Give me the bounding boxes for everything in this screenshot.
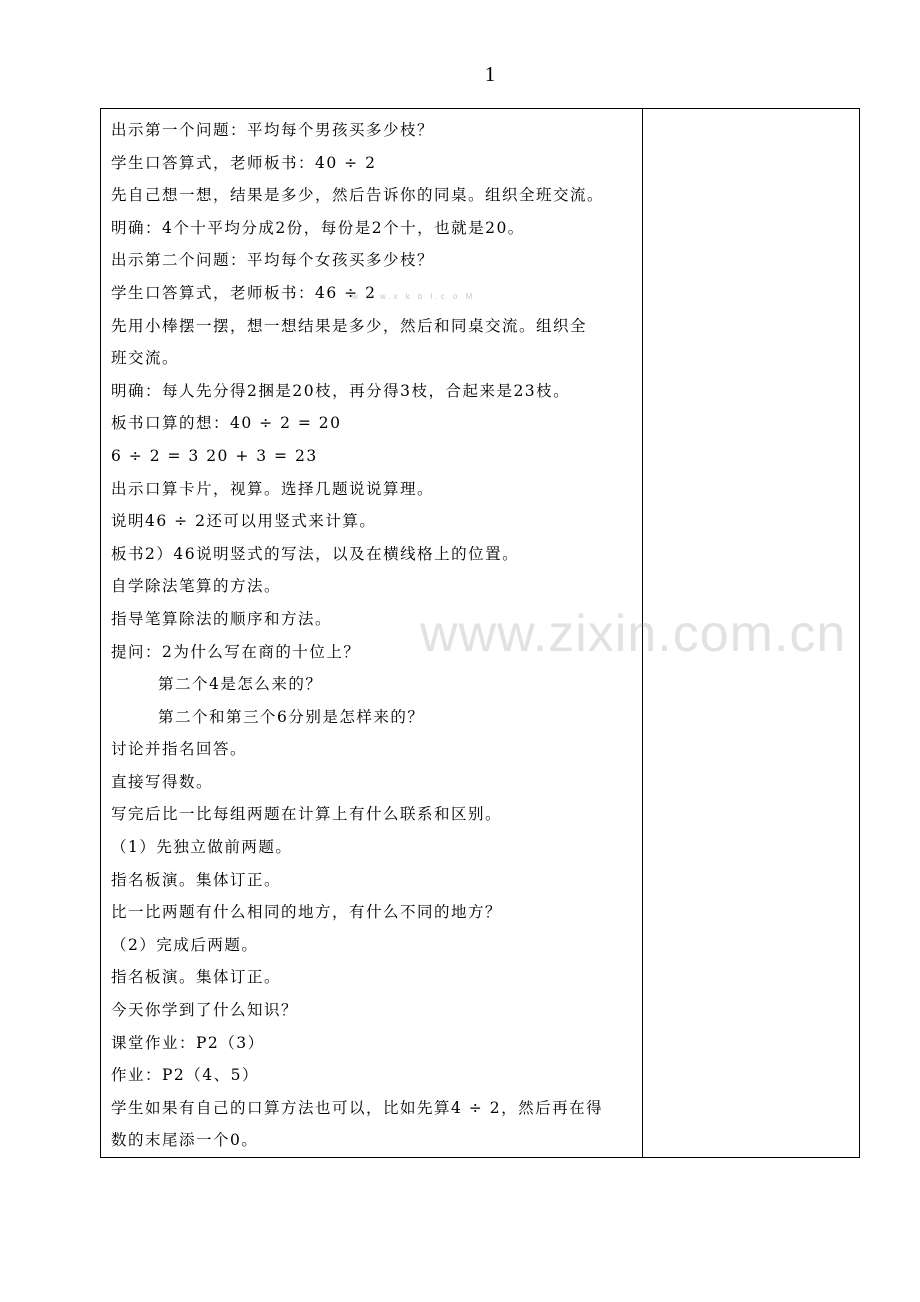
text-line: 出示口算卡片，视算。选择几题说说算理。 [111,479,435,498]
text-line: 数的末尾添一个0。 [111,1131,259,1150]
text-line: 学生如果有自己的口算方法也可以，比如先算4 ÷ 2，然后再在得 [111,1098,604,1117]
text-line: 出示第二个问题：平均每个女孩买多少枝？ [111,251,435,270]
text-line: 出示第一个问题：平均每个男孩买多少枝？ [111,121,435,139]
text-line: 板书口算的想：40 ÷ 2 = 20 [111,414,342,433]
text-line: 直接写得数。 [111,772,214,791]
text-line: 作业：P2（4、5） [111,1066,260,1085]
text-line: 指导笔算除法的顺序和方法。 [111,609,333,628]
text-line: 说明46 ÷ 2还可以用竖式来计算。 [111,512,377,531]
text-line: 写完后比一比每组两题在计算上有什么联系和区别。 [111,805,503,824]
text-line: 指名板演。集体订正。 [111,870,282,889]
text-line: 第二个和第三个6分别是怎样来的？ [158,707,425,726]
small-watermark: w w w.x k b l.c o M [352,292,476,301]
text-line: 今天你学到了什么知识？ [111,1001,299,1020]
watermark: www.zixin.com.cn [420,605,847,663]
text-line: 第二个4是怎么来的？ [158,675,323,694]
text-line: 先用小棒摆一摆，想一想结果是多少，然后和同桌交流。组织全 [111,316,588,335]
text-line: 明确：每人先分得2捆是20枝，再分得3枝，合起来是23枝。 [111,381,571,400]
text-line: （1）先独立做前两题。 [111,838,293,857]
text-line: 指名板演。集体订正。 [111,968,282,987]
text-line: 比一比两题有什么相同的地方，有什么不同的地方？ [111,903,503,922]
text-line: 课堂作业：P2（3） [111,1033,265,1052]
text-line: 学生口答算式，老师板书：46 ÷ 2 [111,283,377,302]
text-line: 板书2）46说明竖式的写法，以及在横线格上的位置。 [111,544,520,563]
text-line: 明确：4个十平均分成2份，每份是2个十，也就是20。 [111,218,525,237]
page-number: 1 [484,62,496,86]
text-line: 6 ÷ 2 = 3 20 + 3 = 23 [111,446,318,465]
text-line: 班交流。 [111,349,180,368]
text-line: 先自己想一想，结果是多少，然后告诉你的同桌。组织全班交流。 [111,186,605,205]
text-line: 自学除法笔算的方法。 [111,577,282,596]
text-line: 提问：2为什么写在商的十位上？ [111,642,361,661]
text-line: 学生口答算式，老师板书：40 ÷ 2 [111,153,377,172]
text-line: 讨论并指名回答。 [111,740,248,759]
text-line: （2）完成后两题。 [111,935,259,954]
